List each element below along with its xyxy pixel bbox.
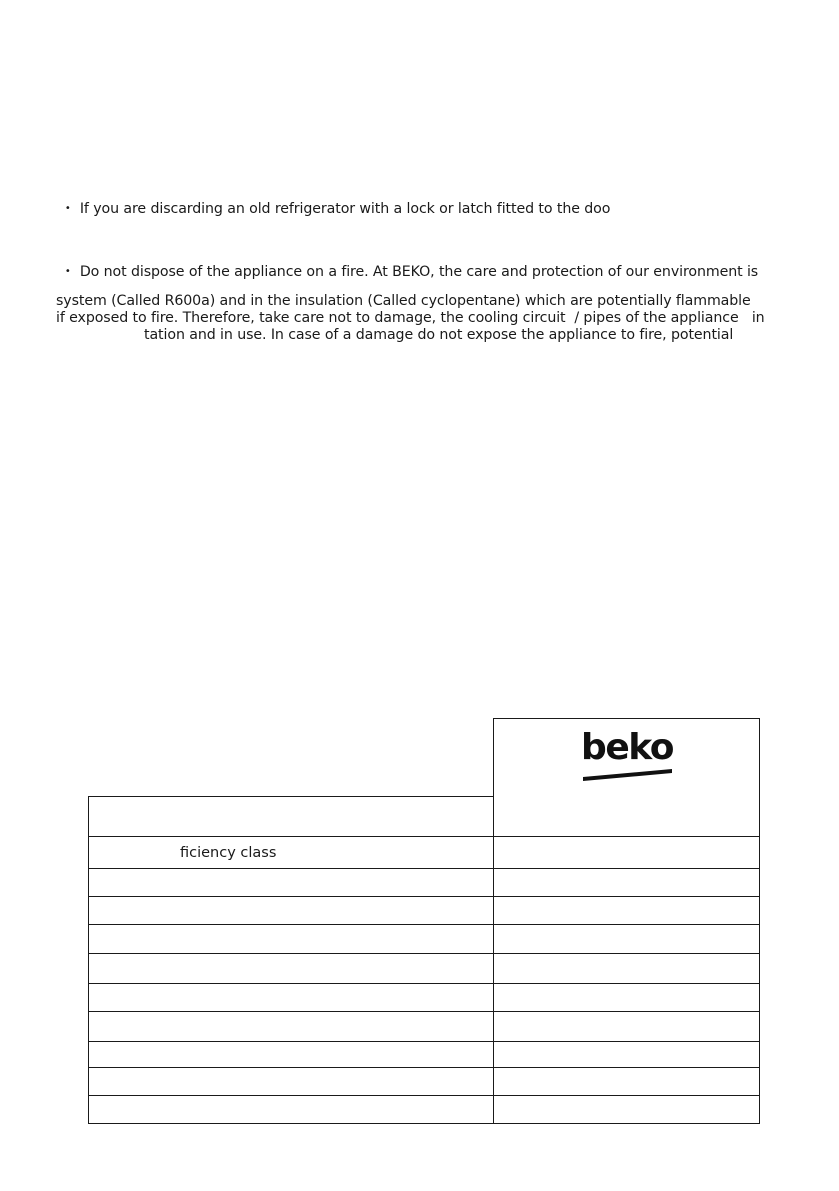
- table-cell-label: [89, 897, 494, 925]
- table-cell-label: [89, 925, 494, 953]
- table-cell-label: [89, 983, 494, 1011]
- logo-swoosh-icon: [583, 769, 672, 781]
- table-cell-label: [89, 1011, 494, 1041]
- bullet-dot-icon: •: [64, 266, 71, 277]
- paragraph-line-refrigerant: system (Called R600a) and in the insulation (Called cyclopentane) which are potentially flammable: [56, 293, 751, 309]
- table-cell-value: [494, 1041, 760, 1067]
- table-cell-value: [494, 897, 760, 925]
- bullet-fire-text: Do not dispose of the appliance on a fire. At BEKO, the care and protection of our environment is: [79, 264, 759, 280]
- table-cell-label: [89, 869, 494, 897]
- table-row: [89, 869, 760, 897]
- table-row: [89, 837, 760, 869]
- table-row: [89, 1067, 760, 1095]
- table-cell-label: ficiency class: [89, 837, 494, 869]
- table-row: [89, 1011, 760, 1041]
- table-cell-value: [494, 983, 760, 1011]
- beko-logo: [577, 725, 677, 787]
- bullet-dot-icon: •: [64, 203, 71, 214]
- bullet-lock-text: If you are discarding an old refrigerator with a lock or latch fitted to the doo: [79, 201, 611, 217]
- table-cell-value: [494, 1011, 760, 1041]
- table-row: [89, 897, 760, 925]
- table-cell-value: [494, 1095, 760, 1123]
- table-row: [89, 1041, 760, 1067]
- table-header-row: [89, 719, 760, 797]
- specification-table: [88, 718, 760, 1124]
- table-cell-label: [89, 953, 494, 983]
- table-cell-value: [494, 869, 760, 897]
- table-cell-value: [494, 925, 760, 953]
- paragraph-line-exposed: if exposed to fire. Therefore, take care not to damage, the cooling circuit / pipes of the appliance in: [56, 310, 765, 326]
- table-row: [89, 925, 760, 953]
- table-cell-label: [89, 1067, 494, 1095]
- table-cell-value: [494, 837, 760, 869]
- table-cell-label: [89, 1041, 494, 1067]
- header-blank-cell: [89, 719, 494, 797]
- table-cell-label: [89, 797, 494, 837]
- paragraph-line-transport: tation and in use. In case of a damage do not expose the appliance to fire, potential: [144, 327, 734, 343]
- bullet-item-lock: [56, 183, 610, 218]
- table-row: [89, 983, 760, 1011]
- table-cell-value: [494, 953, 760, 983]
- table-row: [89, 1095, 760, 1123]
- table-cell-value: [494, 1067, 760, 1095]
- table-cell-label: [89, 1095, 494, 1123]
- brand-logo-cell: [494, 719, 760, 837]
- table-row: [89, 953, 760, 983]
- bullet-item-fire: [56, 246, 758, 281]
- beko-logo-text: beko: [580, 727, 673, 768]
